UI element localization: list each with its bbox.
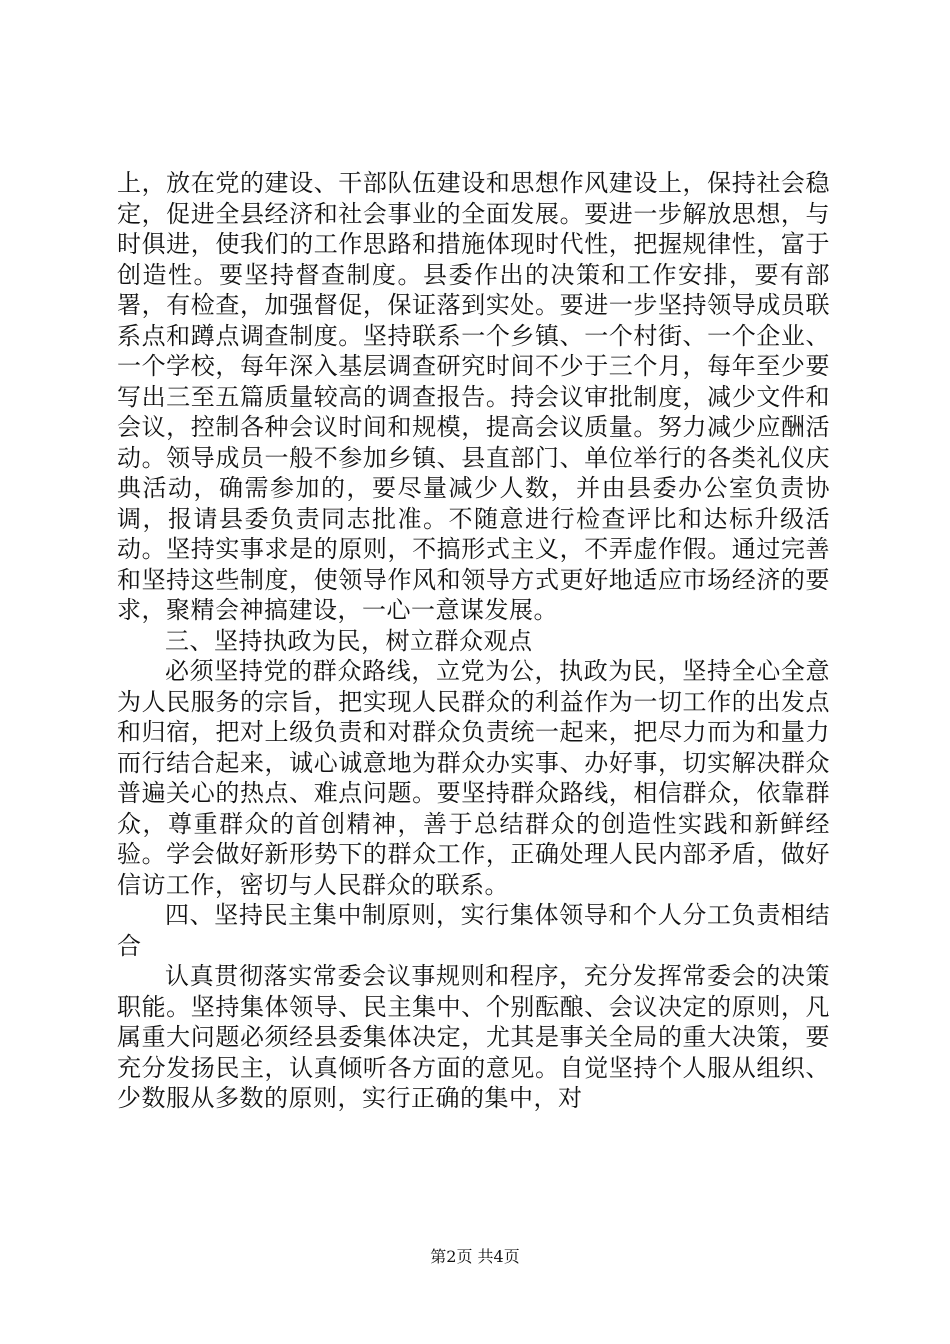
body-paragraph-continued: 上，放在党的建设、干部队伍建设和思想作风建设上，保持社会稳定，促进全县经济和社会事业的全面发展。要进一步解放思想，与时俱进，使我们的工作思路和措施体现时代性，把握规律性，富于创造性。要坚持督查制度。县委作出的决策和工作安排，要有部署，有检查，加强督促，保证落到实处。要进一步坚持领导成员联系点和蹲点调查制度。坚持联系一个乡镇、一个村街、一个企业、一个学校，每年深入基层调查研究时间不少于三个月，每年至少要写出三至五篇质量较高的调查报告。持会议审批制度，减少文件和会议，控制各种会议时间和规模，提高会议质量。努力减少应酬活动。领导成员一般不参加乡镇、县直部门、单位举行的各类礼仪庆典活动，确需参加的，要尽量减少人数，并由县委办公室负责协调，报请县委负责同志批准。不随意进行检查评比和达标升级活动。坚持实事求是的原则，不搞形式主义，不弄虚作假。通过完善和坚持这些制度，使领导作风和领导方式更好地适应市场经济的要求，聚精会神搞建设，一心一意谋发展。 xyxy=(117,169,830,624)
page-number: 第2页 共4页 xyxy=(430,1247,520,1266)
section-heading-4: 四、坚持民主集中制原则，实行集体领导和个人分工负责相结合 xyxy=(117,901,830,960)
section-heading-3: 三、坚持执政为民，树立群众观点 xyxy=(165,626,533,655)
body-paragraph-3: 认真贯彻落实常委会议事规则和程序，充分发挥常委会的决策职能。坚持集体领导、民主集中、个别酝酿、会议决定的原则，凡属重大问题必须经县委集体决定，尤其是事关全局的重大决策，要充分发扬民主，认真倾听各方面的意见。自觉坚持个人服从组织、少数服从多数的原则，实行正确的集中，对 xyxy=(117,962,830,1112)
body-paragraph-2: 必须坚持党的群众路线，立党为公，执政为民，坚持全心全意为人民服务的宗旨，把实现人民群众的利益作为一切工作的出发点和归宿，把对上级负责和对群众负责统一起来，把尽力而为和量力而行结合起来，诚心诚意地为群众办实事、办好事，切实解决群众普遍关心的热点、难点问题。要坚持群众路线，相信群众，依靠群众，尊重群众的首创精神，善于总结群众的创造性实践和新鲜经验。学会做好新形势下的群众工作，正确处理人民内部矛盾，做好信访工作，密切与人民群众的联系。 xyxy=(117,657,830,899)
document-body xyxy=(117,168,830,1114)
page-footer xyxy=(0,1244,950,1267)
